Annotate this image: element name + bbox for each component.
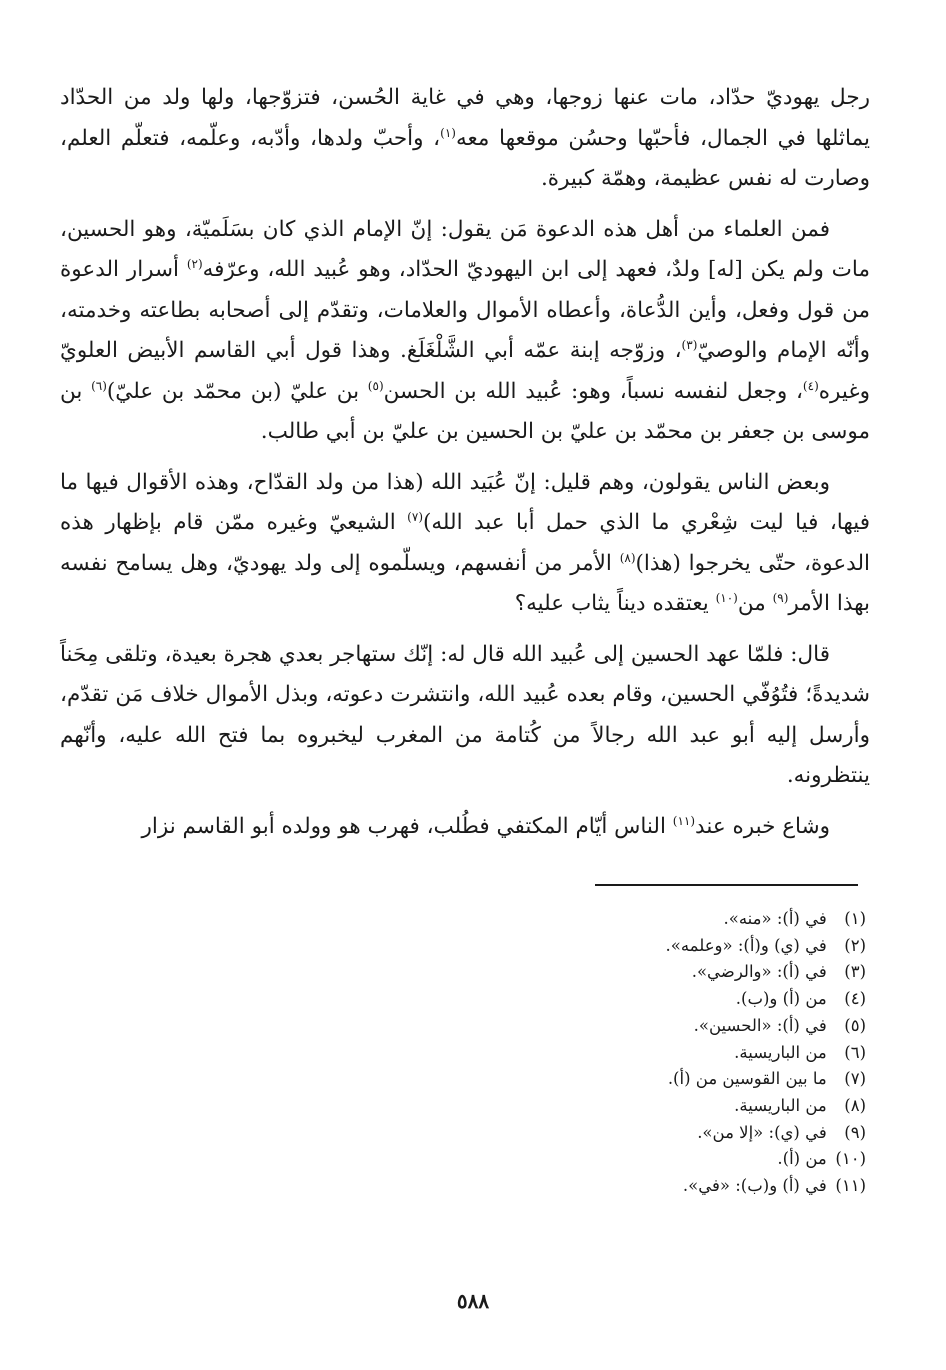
text-segment: من bbox=[737, 591, 773, 616]
text-segment: الناس أيّام المكتفي فطُلب، فهرب هو وولده أبو القاسم نزار bbox=[141, 813, 673, 839]
footnote-ref: (٩) bbox=[772, 590, 789, 605]
footnote-text: من (أ). bbox=[777, 1149, 827, 1169]
text-segment: وبعض الناس يقولون، وهم قليل: إنّ عُبَيد الله (هذا من ولد القدّاح، وهذه الأقوال فيها ما فيها، فيا ليت شِعْري ما الذي حمل أبا عبد الله) bbox=[60, 469, 871, 535]
footnote-text: من الباريسية. bbox=[734, 1042, 827, 1062]
footnote-ref: (٦) bbox=[91, 378, 107, 393]
footnote-item bbox=[346, 1093, 866, 1120]
footnote-text: في (أ): «والرضي». bbox=[691, 962, 827, 982]
footnote-number: (٦) bbox=[844, 1042, 866, 1062]
footnote-item bbox=[346, 1066, 866, 1093]
footnote-number: (٢) bbox=[844, 935, 866, 955]
footnote-ref: (١١) bbox=[672, 813, 696, 828]
footnote-ref: (٢) bbox=[186, 256, 203, 271]
footnote-text: في (أ): «الحسين». bbox=[693, 1015, 827, 1035]
text-segment: وشاع خبره عند bbox=[695, 813, 830, 839]
footnote-item bbox=[346, 906, 866, 933]
footnote-ref: (١) bbox=[440, 125, 456, 140]
footnote-text: في (أ) و(ب): «في». bbox=[682, 1176, 827, 1196]
footnotes-list bbox=[346, 906, 866, 1200]
footnote-text: من (أ) و(ب). bbox=[735, 989, 827, 1009]
footnote-ref: (٤) bbox=[802, 378, 819, 393]
footnote-text: في (ي): «إلا من». bbox=[697, 1122, 827, 1142]
text-segment: قال: فلمّا عهد الحسين إلى عُبيد الله قال له: إنّك ستهاجر بعدي هجرة بعيدة، وتلقى مِحَناً شديدةً؛ فتُوُفّي الحسين، وقام بعده عُبيد الله، وانتشرت دعوته، وبذل الأموال خلاف مَن تقدّم، وأرسل إليه أبو عبد الله رجالاً من كُتامة من المغرب ليخبروه بما فتح الله عليه، وأنّهم ينتظرونه. bbox=[60, 641, 870, 788]
footnote-separator bbox=[595, 884, 858, 886]
paragraph-5 bbox=[60, 807, 870, 848]
footnote-item bbox=[346, 1040, 866, 1067]
paragraph-2 bbox=[60, 210, 870, 453]
paragraph-3 bbox=[60, 463, 870, 625]
footnote-ref: (٥) bbox=[367, 378, 384, 393]
text-segment: يعتقده ديناً يثاب عليه؟ bbox=[514, 591, 716, 616]
text-segment: الشيعيّ وغيره ممّن قام بإظهار هذه الدعوة، حتّى يخرجوا (هذا) bbox=[60, 510, 870, 576]
text-segment: أسرار الدعوة من قول وفعل، وأين الدُّعاة، وأعطاه الأموال والعلامات، وتقدّم إلى أصحابه بطاعته وخدمته، وأنّه الإمام والوصيّ bbox=[60, 257, 871, 363]
footnote-text: ما بين القوسين من (أ). bbox=[667, 1069, 827, 1089]
footnote-number: (١١) bbox=[835, 1176, 866, 1196]
footnote-number: (٧) bbox=[844, 1069, 866, 1089]
footnote-number: (١) bbox=[844, 909, 866, 928]
footnote-number: (٥) bbox=[844, 1015, 866, 1035]
page-number: ٥٨٨ bbox=[456, 1289, 490, 1313]
footnote-text: في (ي) و(أ): «وعلمه». bbox=[665, 935, 827, 955]
footnote-text: من الباريسية. bbox=[734, 1095, 827, 1115]
footnote-text: في (أ): «منه». bbox=[723, 909, 827, 928]
footnote-ref: (٣) bbox=[681, 337, 698, 352]
footnote-ref: (١٠) bbox=[715, 590, 738, 605]
text-segment: ، وجعل لنفسه نسباً، وهو: عُبيد الله بن الحسن bbox=[383, 378, 803, 404]
text-segment: ، وأحبّ ولدها، وأدّبه، وعلّمه، فتعلّم العلم، وصارت له نفس عظيمة، وهمّة كبيرة. bbox=[60, 125, 870, 191]
footnote-number: (٨) bbox=[844, 1095, 866, 1115]
text-segment: ، وزوّجه إبنة عمّه أبي الشَّلْغَلَغ. وهذا قول أبي القاسم الأبيض العلويّ وغيره bbox=[60, 338, 870, 404]
footnote-number: (٣) bbox=[844, 962, 866, 982]
main-text bbox=[60, 78, 870, 857]
footnote-item bbox=[346, 986, 866, 1013]
footnote-item bbox=[346, 1120, 866, 1147]
text-segment: فمن العلماء من أهل هذه الدعوة مَن يقول: إنّ الإمام الذي كان بسَلَميّة، وهو الحسين، مات ولم يكن [له] ولدٌ، فعهد إلى ابن اليهوديّ الحدّاد، وهو عُبيد الله، وعرّفه bbox=[60, 216, 870, 282]
paragraph-1 bbox=[60, 78, 870, 200]
paragraph-4 bbox=[60, 635, 870, 797]
footnote-ref: (٨) bbox=[619, 550, 636, 565]
footnote-item bbox=[346, 933, 866, 960]
footnote-ref: (٧) bbox=[407, 509, 423, 524]
text-segment: بن موسى بن جعفر بن محمّد بن عليّ بن الحسين بن عليّ بن أبي طالب. bbox=[60, 378, 870, 444]
footnote-number: (١٠) bbox=[835, 1149, 866, 1169]
text-segment: الأمر من أنفسهم، ويسلّموه إلى ولد يهوديّ، وهل يسامح نفسه بهذا الأمر bbox=[60, 550, 870, 616]
footnote-item bbox=[346, 1146, 866, 1173]
footnote-item bbox=[346, 1013, 866, 1040]
footnote-number: (٤) bbox=[844, 989, 866, 1009]
text-segment: رجل يهوديّ حدّاد، مات عنها زوجها، وهي في غاية الحُسن، فتزوّجها، ولها ولد من الحدّاد يماثلها في الجمال، فأحبّها وحسُن موقعها معه bbox=[60, 85, 870, 151]
footnote-item bbox=[346, 959, 866, 986]
footnote-number: (٩) bbox=[844, 1122, 866, 1142]
text-segment: بن عليّ (بن محمّد بن عليّ) bbox=[106, 378, 368, 404]
footnote-item bbox=[346, 1173, 866, 1200]
